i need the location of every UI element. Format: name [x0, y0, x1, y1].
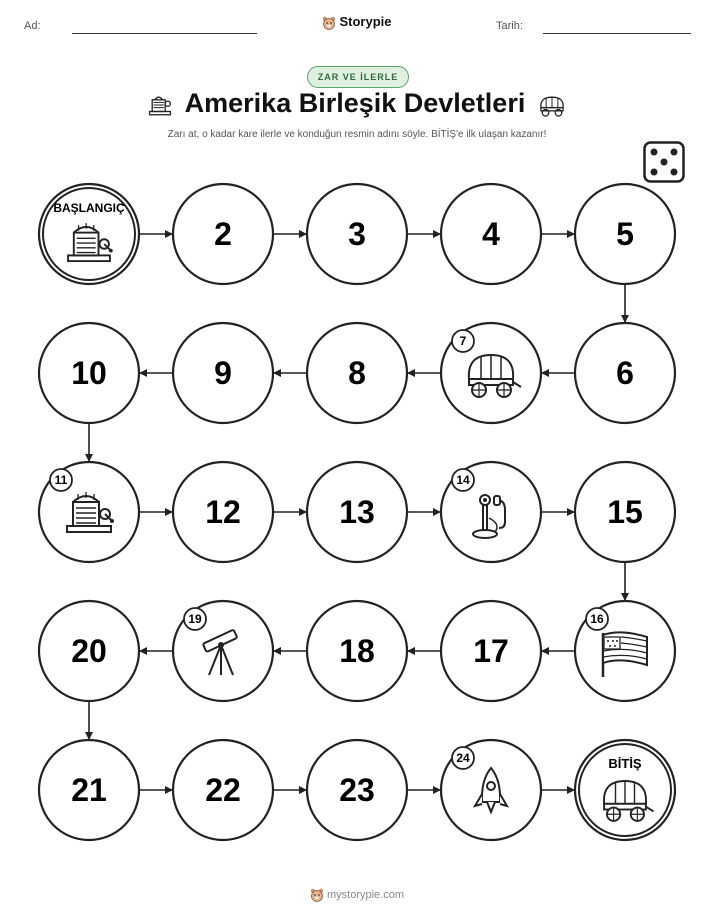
board-space-10[interactable]	[39, 323, 139, 423]
game-type-badge: ZAR VE İLERLE	[307, 66, 409, 88]
bear-logo-icon	[310, 888, 324, 902]
space-number: 18	[339, 633, 375, 669]
board-space-9[interactable]	[173, 323, 273, 423]
board-space-21[interactable]	[39, 740, 139, 840]
instructions: Zarı at, o kadar kare ilerle ve konduğun resmin adını söyle. BİTİŞ'e ilk ulaşan kazanır!	[167, 129, 547, 140]
footer	[0, 888, 714, 902]
space-number: 6	[616, 355, 634, 391]
space-number: 13	[339, 494, 375, 530]
board-space-4[interactable]	[441, 184, 541, 284]
space-number: 4	[482, 216, 500, 252]
board-space-15[interactable]	[575, 462, 675, 562]
space-number: 16	[590, 612, 604, 626]
finish-space[interactable]	[575, 740, 675, 840]
space-number: 15	[607, 494, 643, 530]
space-number: 3	[348, 216, 366, 252]
brand-name: Storypie	[339, 14, 392, 29]
board-space-24[interactable]	[441, 740, 541, 840]
board-space-7[interactable]	[441, 323, 541, 423]
name-label: Ad:	[24, 20, 41, 32]
board-space-23[interactable]	[307, 740, 407, 840]
space-number: 9	[214, 355, 232, 391]
board-space-14[interactable]	[441, 462, 541, 562]
finish-label: BİTİŞ	[608, 756, 642, 771]
space-number: 12	[205, 494, 241, 530]
board-space-19[interactable]	[173, 601, 273, 701]
space-number: 19	[188, 612, 202, 626]
board-space-2[interactable]	[173, 184, 273, 284]
start-label: BAŞLANGIÇ	[53, 201, 125, 215]
space-number: 11	[54, 473, 68, 487]
space-number: 20	[71, 633, 107, 669]
date-label: Tarih:	[496, 20, 523, 32]
space-number: 23	[339, 772, 375, 808]
space-number: 7	[459, 334, 467, 348]
space-number: 10	[71, 355, 107, 391]
board-space-12[interactable]	[173, 462, 273, 562]
board-space-22[interactable]	[173, 740, 273, 840]
board-space-3[interactable]	[307, 184, 407, 284]
space-number: 5	[616, 216, 634, 252]
start-space[interactable]	[39, 184, 139, 284]
board-space-6[interactable]	[575, 323, 675, 423]
board-space-16[interactable]	[575, 601, 675, 701]
space-number: 8	[348, 355, 366, 391]
board-space-20[interactable]	[39, 601, 139, 701]
title-text: Amerika Birleşik Devletleri	[184, 88, 526, 118]
board-space-17[interactable]	[441, 601, 541, 701]
footer-link[interactable]: mystorypie.com	[326, 888, 405, 901]
board-space-11[interactable]	[39, 462, 139, 562]
space-number: 2	[214, 216, 232, 252]
space-number: 24	[456, 751, 470, 765]
board-space-5[interactable]	[575, 184, 675, 284]
space-number: 14	[456, 473, 470, 487]
board-space-13[interactable]	[307, 462, 407, 562]
space-number: 22	[205, 772, 241, 808]
space-number: 17	[473, 633, 509, 669]
board-space-8[interactable]	[307, 323, 407, 423]
space-number: 21	[71, 772, 107, 808]
board-space-18[interactable]	[307, 601, 407, 701]
